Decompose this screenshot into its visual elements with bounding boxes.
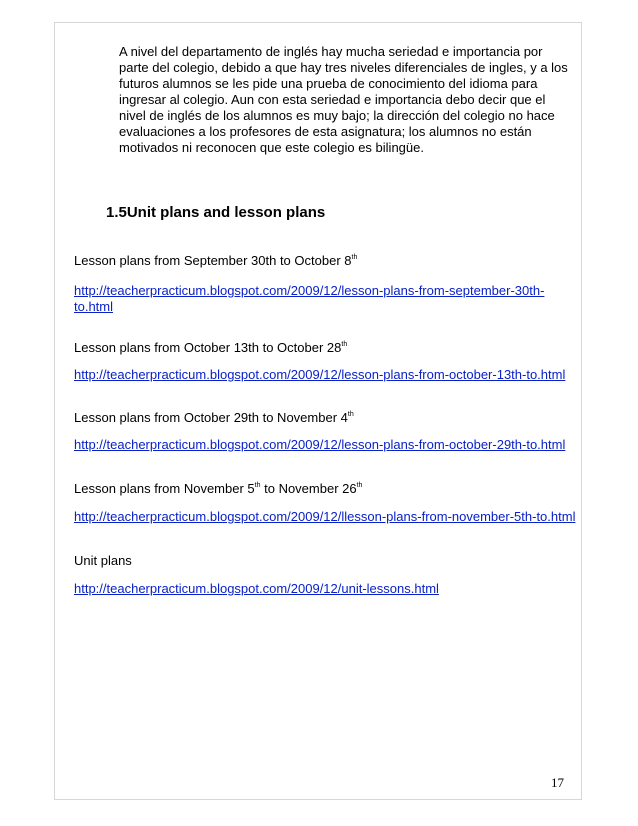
- link-line[interactable]: to.html: [74, 299, 114, 314]
- intro-line: parte del colegio, debido a que hay tres niveles diferenciales de ingles, y a los: [119, 60, 568, 75]
- link-line[interactable]: http://teacherpracticum.blogspot.com/2009/12/lesson-plans-from-september-30th-: [74, 283, 545, 298]
- link-line[interactable]: http://teacherpracticum.blogspot.com/2009/12/lesson-plans-from-october-29th-to.html: [74, 437, 566, 452]
- intro-paragraph: [119, 44, 574, 156]
- lesson-plan-link[interactable]: [74, 367, 565, 383]
- label-text: Lesson plans from October 13th to October 28: [74, 340, 342, 355]
- intro-line: nivel de inglés de los alumnos es muy bajo; la dirección del colegio no hace: [119, 108, 555, 123]
- lesson-plan-link[interactable]: [74, 437, 565, 453]
- lesson-plan-link[interactable]: [74, 509, 575, 525]
- link-line[interactable]: http://teacherpracticum.blogspot.com/2009/12/unit-lessons.html: [74, 581, 439, 596]
- label-superscript: th: [254, 482, 261, 489]
- label-text: to November 26: [260, 481, 357, 496]
- lesson-plan-label: [74, 481, 362, 496]
- lesson-plan-link[interactable]: [74, 283, 544, 315]
- intro-line: futuros alumnos se les pide una prueba de conocimiento del idioma para: [119, 76, 538, 91]
- label-text: Lesson plans from September 30th to October 8: [74, 253, 352, 268]
- lesson-plan-label: [74, 253, 357, 268]
- label-superscript: th: [347, 411, 354, 418]
- label-text: Lesson plans from October 29th to November 4: [74, 410, 348, 425]
- lesson-plan-label: [74, 410, 354, 425]
- intro-line: motivados ni reconocen que este colegio es bilingüe.: [119, 140, 424, 155]
- link-line[interactable]: http://teacherpracticum.blogspot.com/2009/12/llesson-plans-from-november-5th-to.html: [74, 509, 576, 524]
- page-number: 17: [551, 775, 564, 790]
- intro-line: A nivel del departamento de inglés hay mucha seriedad e importancia por: [119, 44, 543, 59]
- label-superscript: th: [356, 482, 363, 489]
- unit-plans-link[interactable]: [74, 581, 439, 597]
- label-text: Unit plans: [74, 553, 132, 568]
- intro-line: ingresar al colegio. Aun con esta seriedad e importancia debo decir que el: [119, 92, 546, 107]
- intro-line: evaluaciones a los profesores de esta asignatura; los alumnos no están: [119, 124, 532, 139]
- link-line[interactable]: http://teacherpracticum.blogspot.com/2009/12/lesson-plans-from-october-13th-to.html: [74, 367, 566, 382]
- label-superscript: th: [341, 341, 348, 348]
- lesson-plan-label: [74, 340, 347, 355]
- label-superscript: th: [351, 254, 358, 261]
- section-heading: 1.5Unit plans and lesson plans: [106, 204, 326, 221]
- label-text: Lesson plans from November 5: [74, 481, 255, 496]
- unit-plans-label: [74, 553, 132, 568]
